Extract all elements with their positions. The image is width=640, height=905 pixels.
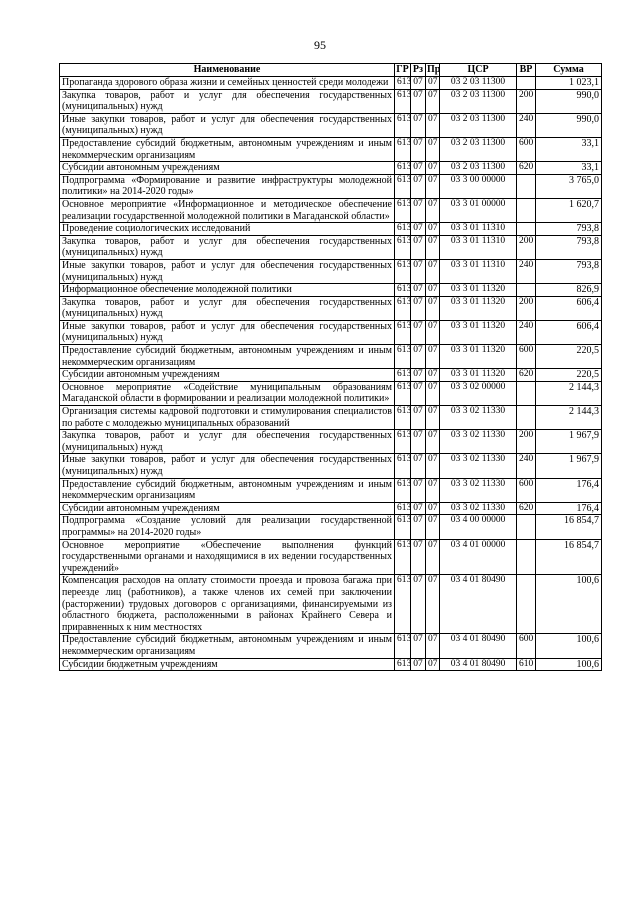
row-pr: 07 [426,320,440,344]
row-vr: 600 [517,634,536,658]
row-csr: 03 2 03 11300 [440,162,517,175]
row-pr: 07 [426,345,440,369]
table-row [60,575,602,634]
row-rz: 07 [411,369,426,382]
row-csr: 03 3 02 00000 [440,381,517,405]
page-number: 95 [314,38,326,52]
table-row [60,296,602,320]
row-sum: 100,6 [536,575,602,634]
row-vr: 200 [517,89,536,113]
row-rz: 07 [411,320,426,344]
table-row [60,77,602,90]
row-name: Субсидии бюджетным учреждениям [60,658,395,671]
table-row [60,430,602,454]
table-row [60,198,602,222]
row-gr: 613 [395,406,411,430]
row-gr: 613 [395,658,411,671]
table-row [60,539,602,575]
row-vr [517,515,536,539]
row-csr: 03 3 02 11330 [440,454,517,478]
row-name: Закупка товаров, работ и услуг для обеспечения государственных (муниципальных) нужд [60,89,395,113]
row-vr [517,539,536,575]
table-row [60,89,602,113]
row-csr: 03 3 01 11320 [440,345,517,369]
row-sum: 176,4 [536,478,602,502]
row-vr [517,174,536,198]
row-name: Иные закупки товаров, работ и услуг для обеспечения государственных (муниципальных) нужд [60,259,395,283]
row-sum: 2 144,3 [536,381,602,405]
row-csr: 03 4 01 80490 [440,575,517,634]
table-row [60,515,602,539]
row-sum: 606,4 [536,320,602,344]
row-name: Компенсация расходов на оплату стоимости проезда и провоза багажа при переезде лиц (работников), а также членов их семей при заключении (расторжении) трудовых договоров с организациями, финансируемыми из областного бюджета, расположенными в районах Крайнего Севера и приравненных к ним местностях [60,575,395,634]
row-vr [517,77,536,90]
row-pr: 07 [426,284,440,297]
row-name: Предоставление субсидий бюджетным, автономным учреждениям и иным некоммерческим организациям [60,345,395,369]
row-name: Основное мероприятие «Обеспечение выполнения функций государственными органами и находящимися в их ведении государственных учреждений» [60,539,395,575]
row-pr: 07 [426,454,440,478]
row-pr: 07 [426,575,440,634]
table-row [60,235,602,259]
row-name: Информационное обеспечение молодежной политики [60,284,395,297]
row-vr: 600 [517,345,536,369]
row-csr: 03 4 00 00000 [440,515,517,539]
row-pr: 07 [426,89,440,113]
row-vr: 200 [517,296,536,320]
table-row [60,454,602,478]
row-rz: 07 [411,137,426,161]
header-csr: ЦСР [440,64,517,77]
row-rz: 07 [411,430,426,454]
row-pr: 07 [426,198,440,222]
row-rz: 07 [411,77,426,90]
row-gr: 613 [395,162,411,175]
row-vr: 240 [517,259,536,283]
table-row [60,223,602,236]
row-pr: 07 [426,162,440,175]
row-rz: 07 [411,296,426,320]
row-pr: 07 [426,113,440,137]
row-csr: 03 3 02 11330 [440,502,517,515]
budget-table [59,63,602,671]
row-rz: 07 [411,658,426,671]
row-csr: 03 4 01 00000 [440,539,517,575]
row-pr: 07 [426,381,440,405]
table-row [60,320,602,344]
row-name: Основное мероприятие «Содействие муниципальным образованиям Магаданской области в формировании и реализации молодежной политики» [60,381,395,405]
row-name: Предоставление субсидий бюджетным, автономным учреждениям и иным некоммерческим организациям [60,137,395,161]
row-gr: 613 [395,539,411,575]
table-row [60,113,602,137]
row-pr: 07 [426,658,440,671]
row-gr: 613 [395,454,411,478]
row-name: Закупка товаров, работ и услуг для обеспечения государственных (муниципальных) нужд [60,235,395,259]
row-gr: 613 [395,345,411,369]
row-gr: 613 [395,223,411,236]
row-sum: 33,1 [536,137,602,161]
row-sum: 1 967,9 [536,454,602,478]
row-name: Субсидии автономным учреждениям [60,162,395,175]
table-row [60,658,602,671]
row-vr: 600 [517,137,536,161]
row-vr: 240 [517,113,536,137]
row-csr: 03 2 03 11300 [440,89,517,113]
table-row [60,345,602,369]
table-row [60,634,602,658]
row-sum: 1 023,1 [536,77,602,90]
row-vr: 200 [517,430,536,454]
row-pr: 07 [426,515,440,539]
row-pr: 07 [426,634,440,658]
row-sum: 990,0 [536,113,602,137]
row-rz: 07 [411,454,426,478]
row-pr: 07 [426,478,440,502]
row-pr: 07 [426,539,440,575]
row-gr: 613 [395,515,411,539]
row-name: Основное мероприятие «Информационное и методическое обеспечение реализации государственной молодежной политики в Магаданской области» [60,198,395,222]
row-name: Пропаганда здорового образа жизни и семейных ценностей среди молодежи [60,77,395,90]
row-rz: 07 [411,162,426,175]
row-vr: 620 [517,162,536,175]
row-sum: 100,6 [536,634,602,658]
row-sum: 16 854,7 [536,539,602,575]
row-vr [517,198,536,222]
row-sum: 220,5 [536,369,602,382]
row-pr: 07 [426,430,440,454]
table-row [60,259,602,283]
row-rz: 07 [411,198,426,222]
row-pr: 07 [426,137,440,161]
row-name: Предоставление субсидий бюджетным, автономным учреждениям и иным некоммерческим организациям [60,478,395,502]
row-csr: 03 2 03 11300 [440,77,517,90]
row-rz: 07 [411,345,426,369]
header-rz: Рз [411,64,426,77]
header-pr: Пр [427,64,441,75]
header-sum: Сумма [536,64,602,77]
row-name: Закупка товаров, работ и услуг для обеспечения государственных (муниципальных) нужд [60,430,395,454]
row-csr: 03 3 01 11310 [440,235,517,259]
row-csr: 03 3 01 11310 [440,223,517,236]
row-rz: 07 [411,89,426,113]
row-sum: 1 967,9 [536,430,602,454]
row-gr: 613 [395,478,411,502]
row-csr: 03 3 01 00000 [440,198,517,222]
row-gr: 613 [395,113,411,137]
row-gr: 613 [395,296,411,320]
row-sum: 990,0 [536,89,602,113]
row-sum: 16 854,7 [536,515,602,539]
row-csr: 03 4 01 80490 [440,634,517,658]
row-csr: 03 3 02 11330 [440,406,517,430]
row-rz: 07 [411,113,426,137]
row-vr [517,284,536,297]
row-rz: 07 [411,259,426,283]
row-sum: 793,8 [536,223,602,236]
row-name: Подпрограмма «Формирование и развитие инфраструктуры молодежной политики» на 2014-2020 годы» [60,174,395,198]
row-csr: 03 2 03 11300 [440,113,517,137]
row-csr: 03 3 01 11320 [440,296,517,320]
row-rz: 07 [411,634,426,658]
table-row [60,502,602,515]
row-gr: 613 [395,174,411,198]
row-rz: 07 [411,406,426,430]
table-row [60,162,602,175]
row-gr: 613 [395,575,411,634]
row-rz: 07 [411,223,426,236]
table-row [60,478,602,502]
row-name: Субсидии автономным учреждениям [60,369,395,382]
row-gr: 613 [395,430,411,454]
row-gr: 613 [395,320,411,344]
row-vr: 610 [517,658,536,671]
row-csr: 03 3 01 11320 [440,369,517,382]
row-name: Проведение социологических исследований [60,223,395,236]
table-header-row [60,64,602,77]
row-sum: 793,8 [536,235,602,259]
table-row [60,284,602,297]
row-vr: 200 [517,235,536,259]
row-name: Подпрограмма «Создание условий для реализации государственной программы» на 2014-2020 годы» [60,515,395,539]
row-pr: 07 [426,369,440,382]
row-gr: 613 [395,89,411,113]
table-row [60,406,602,430]
header-name: Наименование [60,64,395,77]
row-sum: 1 620,7 [536,198,602,222]
row-name: Субсидии автономным учреждениям [60,502,395,515]
row-gr: 613 [395,77,411,90]
table-row [60,174,602,198]
row-vr: 620 [517,369,536,382]
row-gr: 613 [395,502,411,515]
row-gr: 613 [395,369,411,382]
row-gr: 613 [395,259,411,283]
row-vr: 620 [517,502,536,515]
row-rz: 07 [411,235,426,259]
table-row [60,381,602,405]
row-vr [517,223,536,236]
row-pr: 07 [426,259,440,283]
row-name: Иные закупки товаров, работ и услуг для обеспечения государственных (муниципальных) нужд [60,320,395,344]
table-row [60,137,602,161]
row-sum: 793,8 [536,259,602,283]
row-csr: 03 3 02 11330 [440,478,517,502]
row-pr: 07 [426,296,440,320]
row-rz: 07 [411,515,426,539]
row-name: Организация системы кадровой подготовки и стимулирования специалистов по работе с молодежью муниципальных образований [60,406,395,430]
row-name: Иные закупки товаров, работ и услуг для обеспечения государственных (муниципальных) нужд [60,113,395,137]
row-pr: 07 [426,77,440,90]
row-pr: 07 [426,502,440,515]
row-gr: 613 [395,634,411,658]
row-csr: 03 4 01 80490 [440,658,517,671]
row-sum: 33,1 [536,162,602,175]
row-name: Закупка товаров, работ и услуг для обеспечения государственных (муниципальных) нужд [60,296,395,320]
table-body [60,77,602,671]
row-vr: 240 [517,320,536,344]
row-gr: 613 [395,381,411,405]
row-csr: 03 3 00 00000 [440,174,517,198]
row-name: Предоставление субсидий бюджетным, автономным учреждениям и иным некоммерческим организациям [60,634,395,658]
table-row [60,369,602,382]
row-pr: 07 [426,174,440,198]
row-rz: 07 [411,539,426,575]
row-vr [517,406,536,430]
row-csr: 03 3 01 11320 [440,284,517,297]
row-csr: 03 3 01 11320 [440,320,517,344]
header-gr: ГР [396,64,409,75]
row-sum: 220,5 [536,345,602,369]
row-gr: 613 [395,198,411,222]
row-rz: 07 [411,381,426,405]
header-vr: ВР [517,64,536,77]
row-pr: 07 [426,406,440,430]
row-sum: 606,4 [536,296,602,320]
row-sum: 2 144,3 [536,406,602,430]
row-vr: 240 [517,454,536,478]
row-vr: 600 [517,478,536,502]
row-vr [517,575,536,634]
row-gr: 613 [395,284,411,297]
row-name: Иные закупки товаров, работ и услуг для обеспечения государственных (муниципальных) нужд [60,454,395,478]
row-csr: 03 3 01 11310 [440,259,517,283]
row-rz: 07 [411,284,426,297]
row-vr [517,381,536,405]
row-sum: 100,6 [536,658,602,671]
row-pr: 07 [426,223,440,236]
row-sum: 3 765,0 [536,174,602,198]
row-gr: 613 [395,235,411,259]
row-sum: 826,9 [536,284,602,297]
row-pr: 07 [426,235,440,259]
row-rz: 07 [411,575,426,634]
row-rz: 07 [411,174,426,198]
row-rz: 07 [411,478,426,502]
row-csr: 03 2 03 11300 [440,137,517,161]
row-rz: 07 [411,502,426,515]
row-gr: 613 [395,137,411,161]
row-sum: 176,4 [536,502,602,515]
row-csr: 03 3 02 11330 [440,430,517,454]
